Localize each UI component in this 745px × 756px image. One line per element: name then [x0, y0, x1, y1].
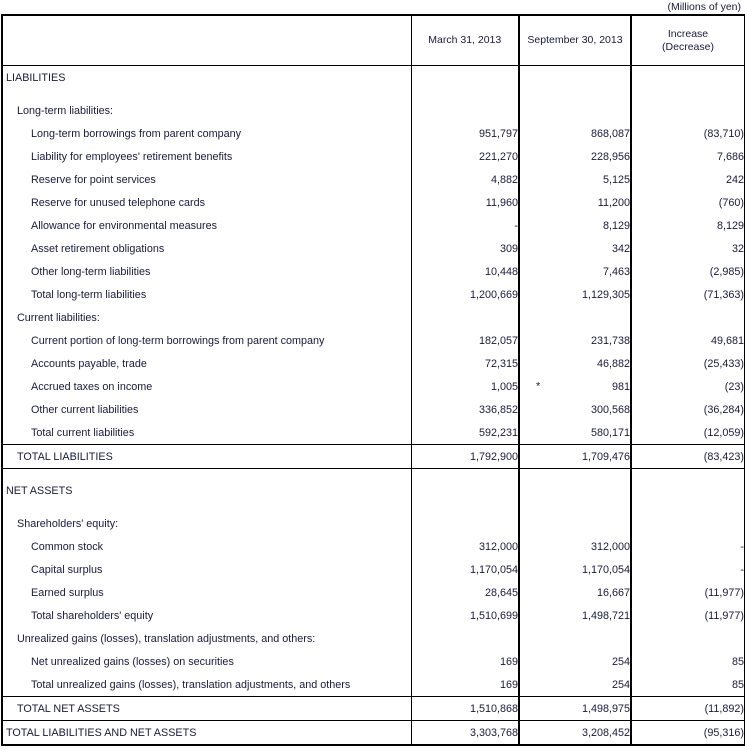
value-increase: (11,977): [704, 609, 744, 622]
row-label: Other long-term liabilities: [31, 265, 151, 278]
row-label: Long-term liabilities:: [17, 104, 114, 117]
table-row: [2, 673, 745, 697]
value-march: 1,510,868: [411, 697, 519, 721]
spacer-cell: [411, 469, 519, 480]
value-increase: (2,985): [709, 265, 744, 278]
value-increase: 85: [731, 655, 744, 668]
row-label: Unrealized gains (losses), translation adjustments, and others:: [17, 632, 316, 645]
value-march: 169: [411, 673, 519, 697]
spacer-cell: [411, 502, 519, 512]
value-march: 182,057: [411, 329, 519, 352]
value-increase: (71,363): [703, 288, 744, 301]
table-row: [2, 306, 745, 329]
value-march: -: [411, 214, 519, 237]
table-row: [2, 260, 745, 283]
value-increase: [631, 479, 745, 502]
row-label: TOTAL LIABILITIES: [2, 445, 411, 469]
row-label: Common stock: [31, 540, 103, 553]
value-september: [519, 512, 631, 535]
row-label: Current portion of long-term borrowings from parent company: [31, 334, 325, 347]
value-increase: [631, 512, 745, 535]
table-row: [2, 535, 745, 558]
table-row: [2, 604, 745, 627]
value-september: 5,125: [519, 168, 631, 191]
value-september-text: 981: [611, 380, 630, 393]
table-spacer-row: [2, 502, 745, 512]
value-increase: [631, 99, 745, 122]
value-september: 1,129,305: [519, 283, 631, 306]
table-row: [2, 352, 745, 375]
value-september: 3,208,452: [519, 721, 631, 746]
table-row: [2, 168, 745, 191]
row-label: Earned surplus: [31, 586, 104, 599]
value-increase: (25,433): [703, 357, 744, 370]
header-cell-label: [2, 15, 411, 66]
value-march: 28,645: [411, 581, 519, 604]
value-september: 342: [519, 237, 631, 260]
row-label: Liability for employees' retirement benefits: [31, 150, 233, 163]
section-heading-text: LIABILITIES: [6, 71, 66, 84]
value-increase: [631, 66, 745, 90]
value-march: 72,315: [411, 352, 519, 375]
table-row: [2, 627, 745, 650]
row-label: Accounts payable, trade: [31, 357, 147, 370]
value-september: [519, 66, 631, 90]
spacer-cell: [519, 89, 631, 99]
value-september: 1,709,476: [519, 445, 631, 469]
value-increase: (11,892): [631, 697, 745, 721]
table-row: [2, 398, 745, 421]
header-cell-september: September 30, 2013: [519, 15, 631, 66]
value-march: 169: [411, 650, 519, 673]
value-march: [411, 479, 519, 502]
value-increase: (36,284): [703, 403, 744, 416]
value-september: 1,170,054: [519, 558, 631, 581]
row-label: Accrued taxes on income: [31, 380, 153, 393]
table-row: [2, 122, 745, 145]
row-label: Current liabilities:: [17, 311, 100, 324]
table-row: [2, 558, 745, 581]
value-increase: -: [740, 563, 744, 576]
row-label: Reserve for point services: [31, 173, 156, 186]
value-march: 1,510,699: [411, 604, 519, 627]
table-row: [2, 66, 745, 90]
value-march: 592,231: [411, 421, 519, 445]
row-label: Long-term borrowings from parent company: [31, 127, 242, 140]
table-header-row: [2, 15, 745, 66]
value-september: 11,200: [519, 191, 631, 214]
value-march: [411, 512, 519, 535]
table-row: [2, 214, 745, 237]
table-row: [2, 512, 745, 535]
value-increase: 7,686: [716, 150, 744, 163]
value-increase: [631, 306, 745, 329]
row-label: Asset retirement obligations: [31, 242, 165, 255]
value-march: 1,792,900: [411, 445, 519, 469]
section-heading-text: NET ASSETS: [6, 484, 73, 497]
table-row: [2, 145, 745, 168]
value-march: 11,960: [411, 191, 519, 214]
spacer-cell: [519, 502, 631, 512]
spacer-cell: [411, 89, 519, 99]
spacer-cell: [519, 469, 631, 480]
table-row: [2, 237, 745, 260]
value-march: 336,852: [411, 398, 519, 421]
units-caption: (Millions of yen): [667, 1, 741, 13]
value-increase: (95,316): [631, 721, 745, 746]
value-september: 7,463: [519, 260, 631, 283]
table-row: [2, 283, 745, 306]
value-march: 4,882: [411, 168, 519, 191]
row-label: Total shareholders' equity: [31, 609, 154, 622]
table-row: [2, 329, 745, 352]
value-march: 951,797: [411, 122, 519, 145]
header-cell-march: March 31, 2013: [411, 15, 519, 66]
table-row: [2, 375, 745, 398]
header-increase-line2: (Decrease): [662, 40, 714, 53]
row-label: Allowance for environmental measures: [31, 219, 218, 232]
value-september: 254: [519, 650, 631, 673]
value-increase: 85: [731, 678, 744, 691]
value-march: [411, 99, 519, 122]
value-increase: (760): [718, 196, 744, 209]
row-label: Reserve for unused telephone cards: [31, 196, 206, 209]
value-march: [411, 306, 519, 329]
value-september: 300,568: [519, 398, 631, 421]
value-march: 1,200,669: [411, 283, 519, 306]
table-spacer-row: [2, 89, 745, 99]
value-march: 221,270: [411, 145, 519, 168]
row-label: TOTAL NET ASSETS: [2, 697, 411, 721]
table-row: [2, 99, 745, 122]
row-label: Total unrealized gains (losses), translation adjustments, and others: [31, 678, 351, 691]
table-row: [2, 581, 745, 604]
value-september: 254: [519, 673, 631, 697]
row-label: TOTAL LIABILITIES AND NET ASSETS: [2, 721, 411, 746]
table-row: [2, 697, 745, 721]
header-increase-line1: Increase: [667, 27, 709, 40]
value-march: 1,005: [411, 375, 519, 398]
value-september: 312,000: [519, 535, 631, 558]
balance-sheet-table: [1, 14, 745, 746]
header-cell-increase: [631, 15, 745, 66]
value-september: 231,738: [519, 329, 631, 352]
table-row: [2, 721, 745, 746]
value-increase: 8,129: [716, 219, 744, 232]
value-march: 312,000: [411, 535, 519, 558]
spacer-cell: [631, 89, 745, 99]
row-label: Other current liabilities: [31, 403, 139, 416]
value-september: 46,882: [519, 352, 631, 375]
value-march: [411, 627, 519, 650]
value-increase: (83,710): [703, 127, 744, 140]
value-september: 868,087: [519, 122, 631, 145]
value-increase: -: [740, 540, 744, 553]
table-row: [2, 650, 745, 673]
value-september: [519, 627, 631, 650]
value-september: 228,956: [519, 145, 631, 168]
value-september: 16,667: [519, 581, 631, 604]
value-increase: (11,977): [704, 586, 744, 599]
value-increase: (12,059): [703, 426, 744, 439]
row-label: Net unrealized gains (losses) on securities: [31, 655, 234, 668]
value-march: 309: [411, 237, 519, 260]
row-label: Shareholders' equity:: [17, 517, 119, 530]
spacer-cell: [2, 502, 411, 512]
value-increase: 49,681: [710, 334, 744, 347]
value-increase: 32: [731, 242, 744, 255]
value-september: 1,498,975: [519, 697, 631, 721]
value-march: 1,170,054: [411, 558, 519, 581]
value-september: 580,171: [519, 421, 631, 445]
row-label: [2, 66, 411, 90]
value-march: [411, 66, 519, 90]
row-label: [2, 479, 411, 502]
value-march: 10,448: [411, 260, 519, 283]
spacer-cell: [2, 469, 411, 480]
value-september: [519, 99, 631, 122]
value-increase: (23): [724, 380, 744, 393]
value-september: [519, 375, 631, 398]
spacer-cell: [631, 469, 745, 480]
spacer-cell: [2, 89, 411, 99]
value-march: 3,303,768: [411, 721, 519, 746]
table-row: [2, 421, 745, 445]
row-label: Capital surplus: [31, 563, 103, 576]
table-row: [2, 445, 745, 469]
table-row: [2, 479, 745, 502]
row-label: Total long-term liabilities: [31, 288, 147, 301]
value-september: 1,498,721: [519, 604, 631, 627]
spacer-cell: [631, 502, 745, 512]
table-body: [2, 15, 745, 745]
table-spacer-row: [2, 469, 745, 480]
value-increase: 242: [725, 173, 744, 186]
footnote-asterisk-icon: *: [536, 380, 541, 392]
row-label: Total current liabilities: [31, 426, 135, 439]
value-september: [519, 479, 631, 502]
value-increase: (83,423): [631, 445, 745, 469]
value-increase: [631, 627, 745, 650]
value-september: [519, 306, 631, 329]
value-september: 8,129: [519, 214, 631, 237]
table-row: [2, 191, 745, 214]
